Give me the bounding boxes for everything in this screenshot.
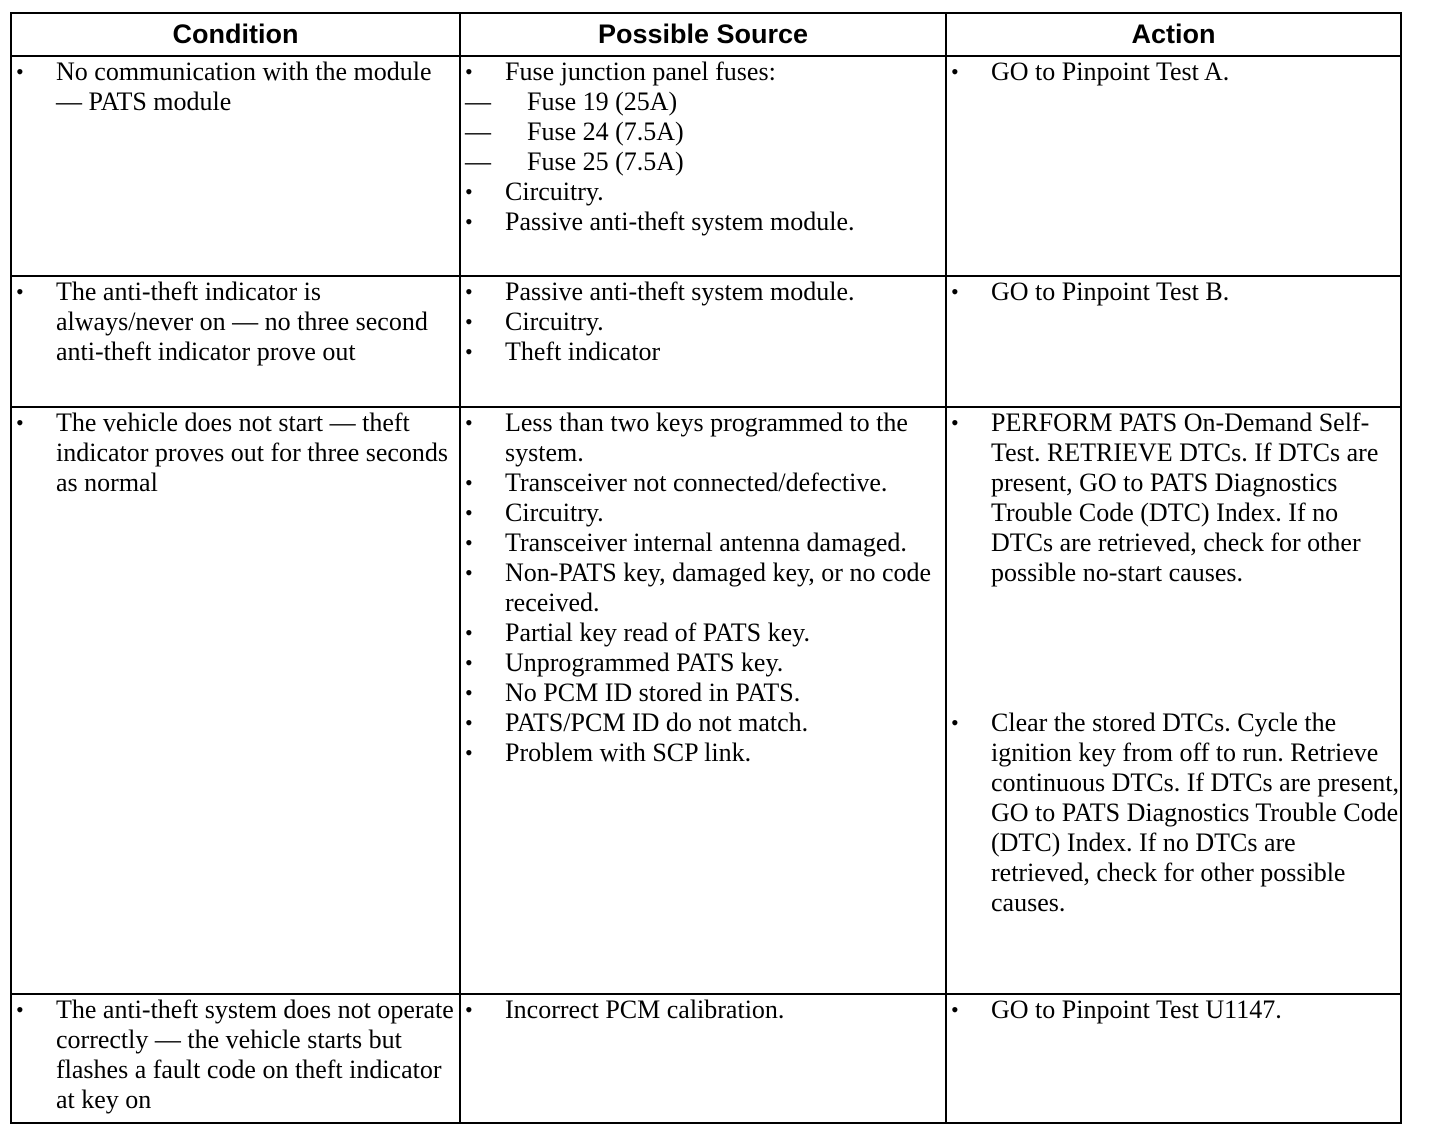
source-item: • Problem with SCP link. bbox=[461, 738, 945, 768]
action-item: • Clear the stored DTCs. Cycle the ignition key from off to run. Retrieve continuous DTCs. If DTCs are present, GO to PATS Diagnostics Trouble Code (DTC) Index. If no DTCs are retrieved, check for other possible causes. bbox=[947, 708, 1400, 918]
diagnosis-table bbox=[10, 12, 1402, 1124]
action-cell bbox=[946, 276, 1401, 407]
source-item: • Circuitry. bbox=[461, 177, 945, 207]
condition-text: • The vehicle does not start — theft indicator proves out for three seconds as normal bbox=[12, 408, 459, 498]
source-item: • Transceiver not connected/defective. bbox=[461, 468, 945, 498]
action-cell bbox=[946, 56, 1401, 276]
header-action: Action bbox=[946, 13, 1401, 56]
source-text: Fuse junction panel fuses: bbox=[505, 57, 776, 86]
table-row bbox=[11, 407, 1401, 994]
condition-cell bbox=[11, 56, 460, 276]
source-cell bbox=[460, 56, 946, 276]
source-item: • Incorrect PCM calibration. bbox=[461, 995, 945, 1025]
source-item: • Theft indicator bbox=[461, 337, 945, 367]
condition-text: • The anti-theft indicator is always/never on — no three second anti-theft indicator prove out bbox=[12, 277, 459, 367]
action-item: • GO to Pinpoint Test U1147. bbox=[947, 995, 1400, 1025]
condition-text: • The anti-theft system does not operate correctly — the vehicle starts but flashes a fault code on theft indicator at key on bbox=[12, 995, 459, 1115]
action-cell bbox=[946, 407, 1401, 994]
condition-cell bbox=[11, 276, 460, 407]
source-item: • PATS/PCM ID do not match. bbox=[461, 708, 945, 738]
condition-text: • No communication with the module — PATS module bbox=[12, 57, 459, 117]
spacer bbox=[947, 588, 1400, 708]
action-item: • GO to Pinpoint Test A. bbox=[947, 57, 1400, 87]
header-possible-source: Possible Source bbox=[460, 13, 946, 56]
source-item: • Passive anti-theft system module. bbox=[461, 207, 945, 237]
table-row bbox=[11, 276, 1401, 407]
fuse-item: — Fuse 24 (7.5A) bbox=[461, 117, 945, 147]
action-item: • GO to Pinpoint Test B. bbox=[947, 277, 1400, 307]
source-cell bbox=[460, 276, 946, 407]
source-item: • Circuitry. bbox=[461, 498, 945, 528]
source-item: • No PCM ID stored in PATS. bbox=[461, 678, 945, 708]
action-item: • PERFORM PATS On-Demand Self-Test. RETRIEVE DTCs. If DTCs are present, GO to PATS Diagnostics Trouble Code (DTC) Index. If no DTCs are retrieved, check for other possible no-start causes. bbox=[947, 408, 1400, 588]
source-item bbox=[461, 57, 945, 177]
table-row bbox=[11, 56, 1401, 276]
source-item: • Unprogrammed PATS key. bbox=[461, 648, 945, 678]
header-row bbox=[11, 13, 1401, 56]
source-item: • Partial key read of PATS key. bbox=[461, 618, 945, 648]
source-item: • Non-PATS key, damaged key, or no code received. bbox=[461, 558, 945, 618]
fuse-item: — Fuse 19 (25A) bbox=[461, 87, 945, 117]
source-cell bbox=[460, 994, 946, 1123]
condition-cell bbox=[11, 994, 460, 1123]
source-item: • Less than two keys programmed to the system. bbox=[461, 408, 945, 468]
fuse-item: — Fuse 25 (7.5A) bbox=[461, 147, 945, 177]
header-condition: Condition bbox=[11, 13, 460, 56]
source-item: • Circuitry. bbox=[461, 307, 945, 337]
table-row bbox=[11, 994, 1401, 1123]
action-cell bbox=[946, 994, 1401, 1123]
source-cell bbox=[460, 407, 946, 994]
source-item: • Transceiver internal antenna damaged. bbox=[461, 528, 945, 558]
source-item: • Passive anti-theft system module. bbox=[461, 277, 945, 307]
condition-cell bbox=[11, 407, 460, 994]
